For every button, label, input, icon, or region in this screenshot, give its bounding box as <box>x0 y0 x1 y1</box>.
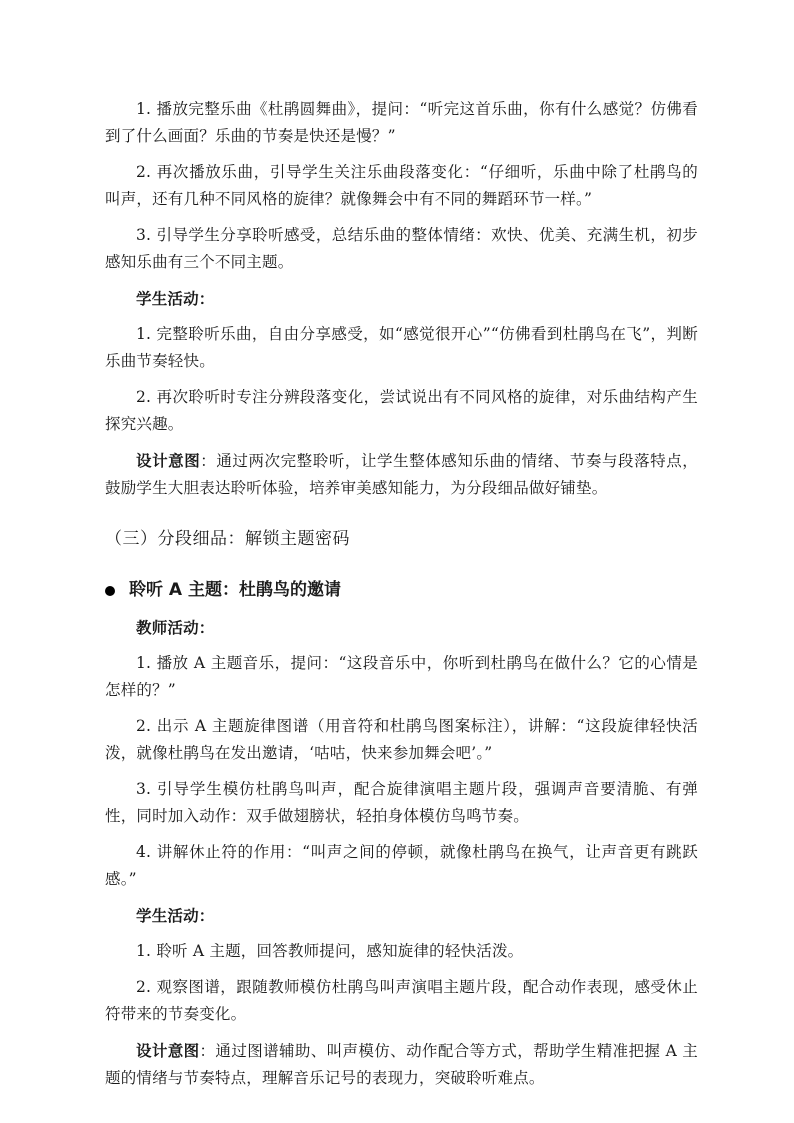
student-activity-item-1: 1. 完整聆听乐曲，自由分享感受，如“感觉很开心”“仿佛看到杜鹃鸟在飞”，判断乐曲节奏轻快。 <box>105 325 698 370</box>
design-intent-text: ：通过两次完整聆听，让学生整体感知乐曲的情绪、节奏与段落特点，鼓励学生大胆表达聆听体验，培养审美感知能力，为分段细品做好铺垫。 <box>105 452 698 497</box>
bullet-icon <box>105 586 115 596</box>
theme-a-student-item-2: 2. 观察图谱，跟随教师模仿杜鹃鸟叫声演唱主题片段，配合动作表现，感受休止符带来的节奏变化。 <box>105 978 698 1023</box>
design-intent-label: 设计意图 <box>136 451 201 470</box>
teacher-activity-item-3: 3. 引导学生分享聆听感受，总结乐曲的整体情绪：欢快、优美、充满生机，初步感知乐曲有三个不同主题。 <box>105 226 698 271</box>
student-activity-label: 学生活动： <box>136 289 215 308</box>
theme-a-teacher-item-3: 3. 引导学生模仿杜鹃鸟叫声，配合旋律演唱主题片段，强调声音要清脆、有弹性，同时加入动作：双手做翅膀状，轻拍身体模仿鸟鸣节奏。 <box>105 780 698 825</box>
theme-a-heading-text: 聆听 A 主题：杜鹃鸟的邀请 <box>129 580 341 600</box>
theme-a-heading <box>105 577 698 604</box>
design-intent-paragraph <box>105 447 698 502</box>
teacher-activity-label: 教师活动： <box>136 618 215 637</box>
student-activity-item-2: 2. 再次聆听时专注分辨段落变化，尝试说出有不同风格的旋律，对乐曲结构产生探究兴趣。 <box>105 388 698 433</box>
theme-a-teacher-item-2: 2. 出示 A 主题旋律图谱（用音符和杜鹃鸟图案标注），讲解：“这段旋律轻快活泼，就像杜鹃鸟在发出邀请，‘咕咕，快来参加舞会吧’。” <box>105 717 698 762</box>
theme-a-design-intent <box>105 1037 698 1092</box>
teacher-activity-item-1: 1. 播放完整乐曲《杜鹃圆舞曲》，提问：“听完这首乐曲，你有什么感觉？仿佛看到了什么画面？乐曲的节奏是快还是慢？” <box>105 100 698 145</box>
theme-a-design-label: 设计意图 <box>136 1041 200 1060</box>
section-heading: （三）分段细品：解锁主题密码 <box>105 529 350 549</box>
teacher-activity-item-2: 2. 再次播放乐曲，引导学生关注乐曲段落变化：“仔细听，乐曲中除了杜鹃鸟的叫声，还有几种不同风格的旋律？就像舞会中有不同的舞蹈环节一样。” <box>105 163 698 208</box>
theme-a-student-label: 学生活动： <box>136 906 215 925</box>
theme-a-teacher-item-4: 4. 讲解休止符的作用：“叫声之间的停顿，就像杜鹃鸟在换气，让声音更有跳跃感。” <box>105 843 698 888</box>
theme-a-design-text: ：通过图谱辅助、叫声模仿、动作配合等方式，帮助学生精准把握 A 主题的情绪与节奏特点，理解音乐记号的表现力，突破聆听难点。 <box>105 1042 698 1087</box>
page-content <box>105 96 698 1101</box>
theme-a-teacher-item-1: 1. 播放 A 主题音乐，提问：“这段音乐中，你听到杜鹃鸟在做什么？它的心情是怎样的？” <box>105 654 698 699</box>
theme-a-student-item-1: 1. 聆听 A 主题，回答教师提问，感知旋律的轻快活泼。 <box>136 942 524 960</box>
